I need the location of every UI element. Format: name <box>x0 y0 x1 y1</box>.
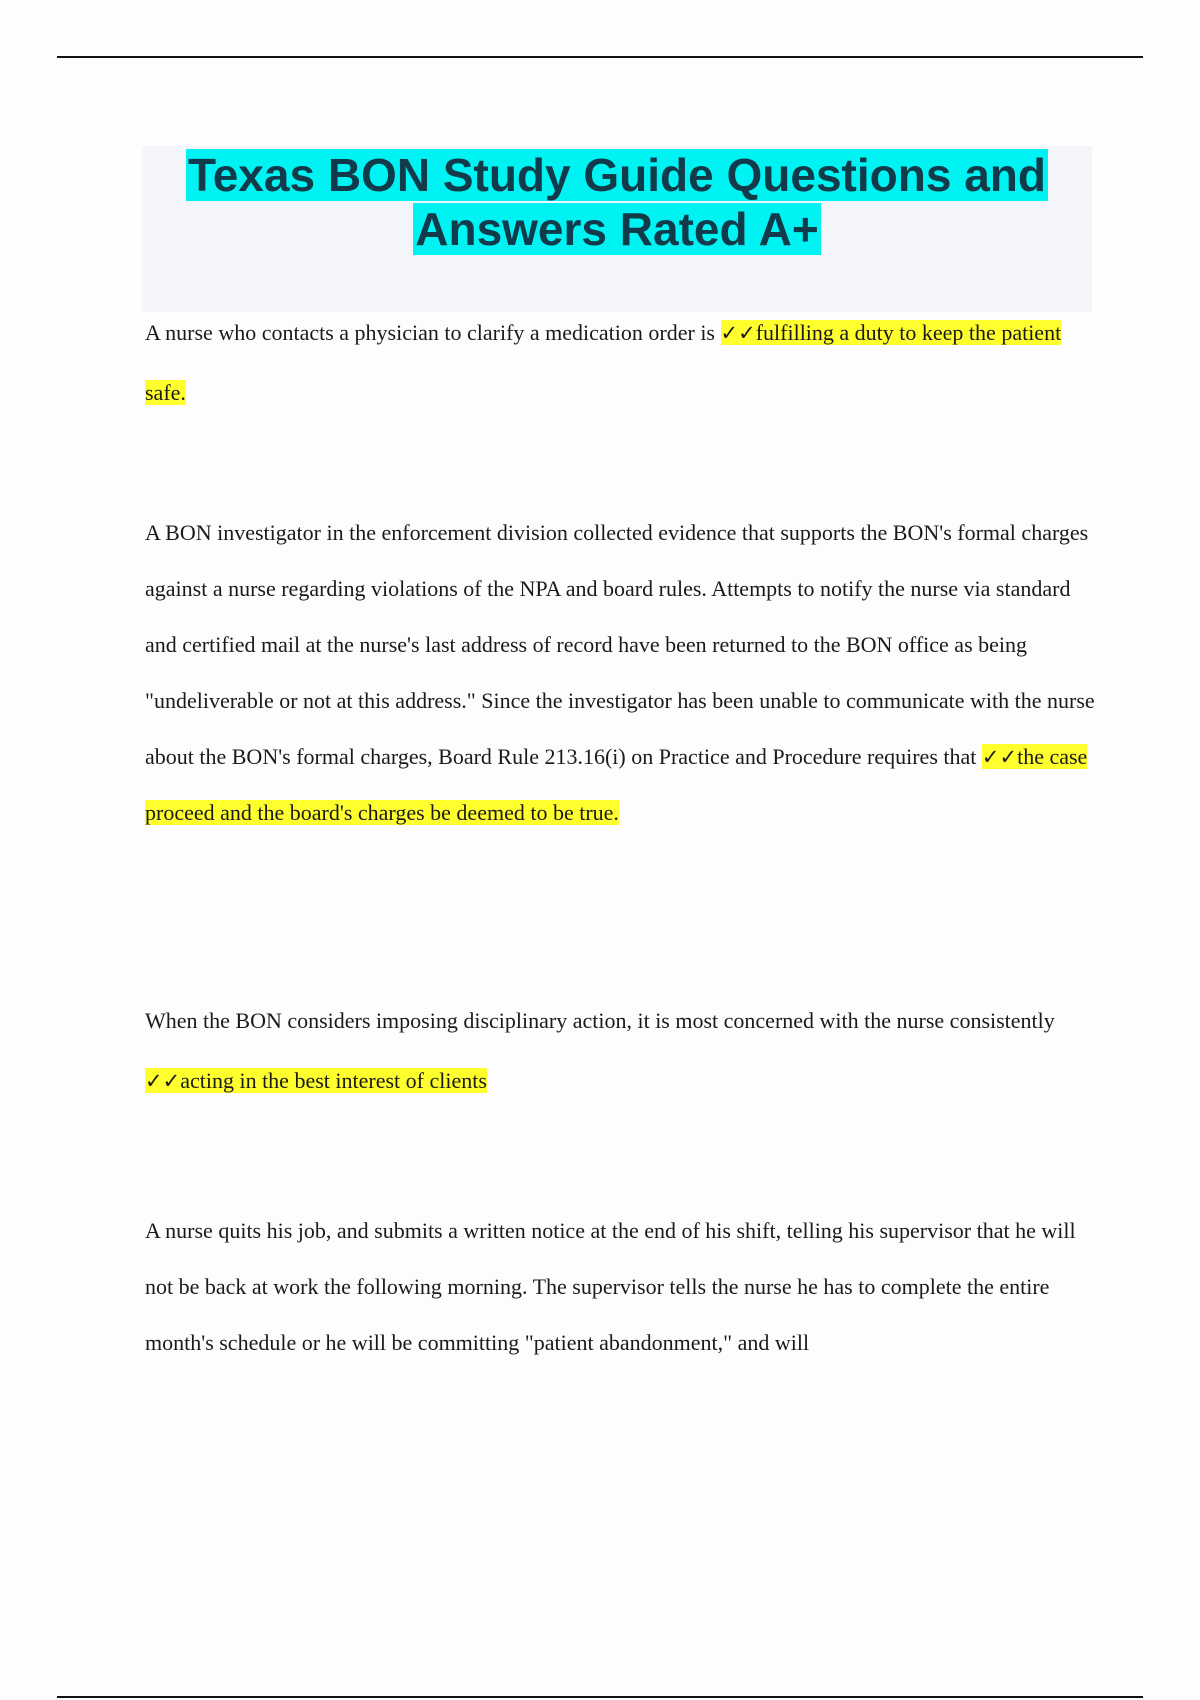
document-title <box>142 148 1092 256</box>
answer-text: acting in the best interest of clients <box>180 1068 487 1093</box>
question-text: A BON investigator in the enforcement division collected evidence that supports the BON's formal charges against a nurse regarding violations of the NPA and board rules. Attempts to notify the nurse via standard and certified mail at the nurse's last address of record have been returned to the BON office as being "undeliverable or not at this address." Since the investigator has been unable to communicate with the nurse about the BON's formal charges, Board Rule 213.16(i) on Practice and Procedure requires that <box>145 520 1095 769</box>
answer-text: fulfilling a duty to keep the patient safe. <box>145 320 1062 405</box>
document-title-text: Texas BON Study Guide Questions and Answers Rated A+ <box>188 149 1046 255</box>
answer-text: the case proceed and the board's charges be deemed to be true. <box>145 744 1088 825</box>
qa-item <box>145 303 1095 423</box>
answer-highlight <box>145 1068 487 1093</box>
question-text: A nurse quits his job, and submits a written notice at the end of his shift, telling his supervisor that he will not be back at work the following morning. The supervisor tells the nurse he has to complete the entire month's schedule or he will be committing "patient abandonment," and will <box>145 1218 1076 1355</box>
qa-item <box>145 1203 1095 1371</box>
question-text: When the BON considers imposing disciplinary action, it is most concerned with the nurse consistently <box>145 1008 1055 1033</box>
bottom-rule <box>57 1696 1143 1698</box>
double-check-icon: ✓✓ <box>720 321 756 345</box>
qa-item <box>145 991 1095 1111</box>
question-text: A nurse who contacts a physician to clarify a medication order is <box>145 320 721 345</box>
qa-item <box>145 505 1095 841</box>
double-check-icon: ✓✓ <box>981 745 1018 769</box>
top-rule <box>57 56 1143 58</box>
double-check-icon: ✓✓ <box>145 1069 181 1093</box>
